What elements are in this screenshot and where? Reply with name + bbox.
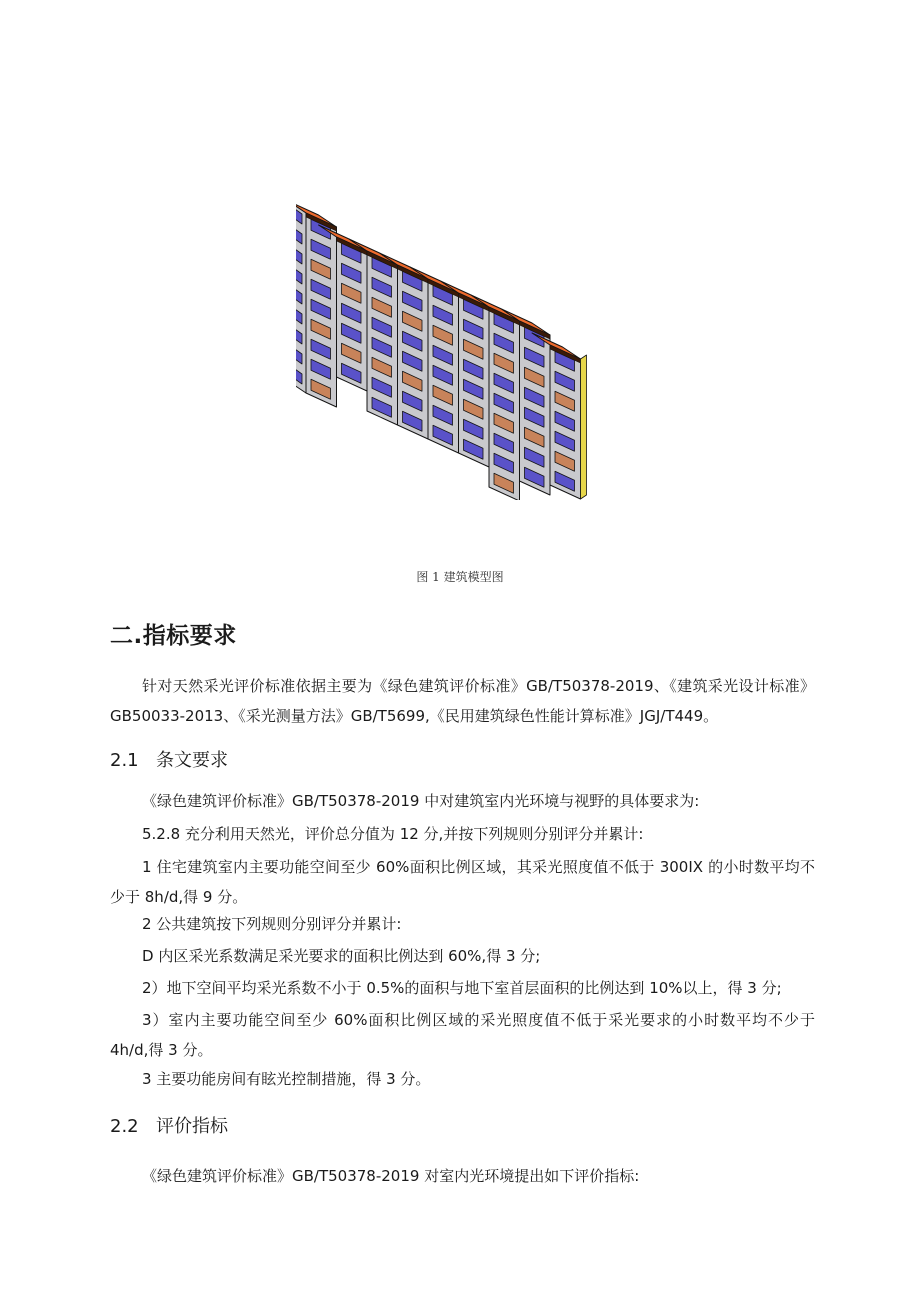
building-model-figure	[296, 195, 626, 500]
accent-strip	[581, 355, 587, 499]
clause-intro-line: 《绿色建筑评价标准》GB/T50378-2019 中对建筑室内光环境与视野的具体要求为:	[142, 792, 700, 810]
building-model-image	[296, 195, 626, 500]
subsection-title: 评价指标	[156, 1116, 228, 1137]
subsection-2-1-heading	[110, 746, 228, 772]
clause-public-item: 2 公共建筑按下列规则分别评分并累计:	[142, 915, 402, 933]
clause-residential-item: 1 住宅建筑室内主要功能空间至少 60%面积比例区域，其采光照度值不低于 300IX 的小时数平均不少于 8h∕d,得 9 分。	[110, 858, 815, 906]
clause-glare-item: 3 主要功能房间有眩光控制措施，得 3 分。	[142, 1070, 431, 1088]
facade-wall	[459, 293, 490, 467]
subsection-title: 条文要求	[156, 750, 228, 771]
facade-wall	[398, 265, 429, 439]
clause-public-sub-2: 2）地下空间平均采光系数不小于 0.5%的面积与地下室首层面积的比例达到 10%以上，得 3 分;	[142, 979, 782, 997]
figure-caption: 图 1 建筑模型图	[416, 570, 504, 584]
subsection-number: 2.2	[110, 1116, 139, 1137]
clause-public-sub-1: D 内区采光系数满足采光要求的面积比例达到 60%,得 3 分;	[142, 947, 541, 965]
clause-public-sub-3: 3）室内主要功能空间至少 60%面积比例区域的采光照度值不低于采光要求的小时数平均不少于 4h∕d,得 3 分。	[110, 1011, 815, 1059]
clause-5-2-8-line: 5.2.8 充分利用天然光，评价总分值为 12 分,并按下列规则分别评分并累计:	[142, 825, 644, 843]
section-title: 二.指标要求	[110, 623, 237, 649]
facade-wall	[520, 321, 551, 495]
facade-wall	[367, 251, 398, 425]
subsection-number: 2.1	[110, 750, 139, 771]
subsection-2-2-heading	[110, 1112, 228, 1138]
facade-wall	[428, 279, 459, 453]
evaluation-intro-line: 《绿色建筑评价标准》GB/T50378-2019 对室内光环境提出如下评价指标:	[142, 1167, 640, 1185]
standards-paragraph: 针对天然采光评价标准依据主要为《绿色建筑评价标准》GB/T50378-2019、《建筑采光设计标准》GB50033-2013、《采光测量方法》GB/T5699,《民用建筑绿色性能计算标准》JGJ/T449。	[110, 677, 815, 725]
